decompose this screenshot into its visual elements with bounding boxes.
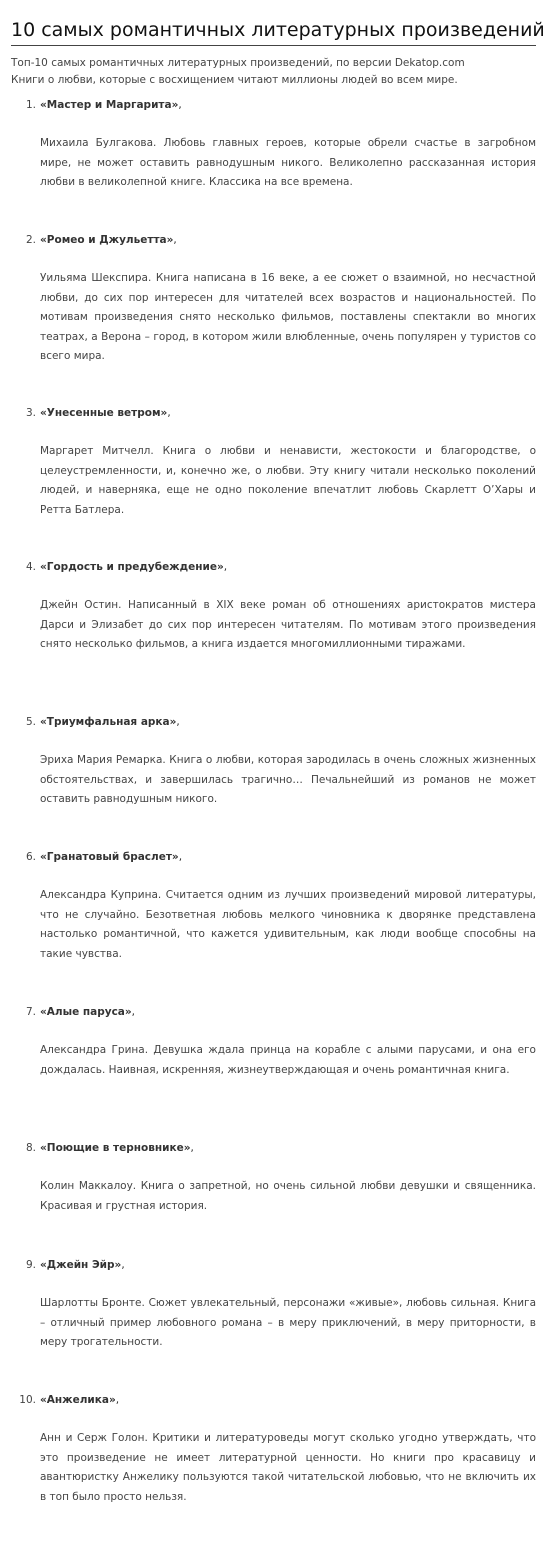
book-description: Александра Куприна. Считается одним из лучших произведений мировой литературы, что не случайно. Безответная любовь мелкого чиновника к дворянке представлена настолько романтичной, что кажется удивительным, как люди вообще способны на такие чувства. <box>40 889 536 960</box>
book-description: Михаила Булгакова. Любовь главных героев, которые обрели счастье в загробном мире, не может оставить равнодушным никого. Великолепно рассказанная история любви в великолепной книге. Классика на все времена. <box>40 137 536 188</box>
article-intro <box>11 55 536 89</box>
title-suffix: , <box>167 407 171 419</box>
book-description: Шарлотты Бронте. Сюжет увлекательный, персонажи «живые», любовь сильная. Книга – отличный пример любовного романа – в меру приключений, в меру приторности, в меру трогательности. <box>40 1297 536 1348</box>
book-title: «Джейн Эйр» <box>40 1259 122 1271</box>
book-title: «Унесенные ветром» <box>40 407 168 419</box>
list-item-number: 10. <box>19 1394 36 1406</box>
intro-line: Книги о любви, которые с восхищением читают миллионы людей во всем мире. <box>11 74 458 86</box>
title-suffix: , <box>176 716 180 728</box>
title-suffix: , <box>190 1142 194 1154</box>
book-description: Эриха Мария Ремарка. Книга о любви, которая зародилась в очень сложных жизненных обстоятельствах, и завершилась трагично… Печальнейший из романов не может оставить равнодушным никого. <box>40 754 536 805</box>
book-description: Уильяма Шекспира. Книга написана в 16 веке, а ее сюжет о взаимной, но несчастной любви, до сих пор интересен для читателей всех возрастов и национальностей. По мотивам произведения снято несколько фильмов, поставлены спектакли во многих театрах, а Верона – город, в котором жили влюбленные, очень популярен у туристов со всего мира. <box>40 272 536 362</box>
title-suffix: , <box>178 851 183 863</box>
page-title: 10 самых романтичных литературных произведений <box>11 19 545 41</box>
book-description: Колин Маккалоу. Книга о запретной, но очень сильной любви девушки и священника. Красивая и грустная история. <box>40 1180 536 1212</box>
list-item-number: 3. <box>25 407 36 419</box>
list-item-heading <box>0 558 557 576</box>
book-description: Анн и Серж Голон. Критики и литературоведы могут сколько угодно утверждать, что это произведение не имеет литературной ценности. Но книги про красавицу и авантюристку Анжелику пользуются такой читательской любовью, что не включить их в топ было просто нельзя. <box>40 1432 536 1503</box>
list-item-heading <box>0 713 557 731</box>
book-description: Джейн Остин. Написанный в XIX веке роман об отношениях аристократов мистера Дарси и Элизабет до сих пор интересен читателям. По мотивам этого произведения снято несколько фильмов, а книга издается многомиллионными тиражами. <box>40 599 536 650</box>
book-title: «Мастер и Маргарита» <box>40 99 179 111</box>
list-item-number: 1. <box>25 99 36 111</box>
book-title: «Алые паруса» <box>40 1006 132 1018</box>
title-suffix: , <box>131 1006 136 1018</box>
list-item-heading <box>0 404 557 422</box>
book-description: Маргарет Митчелл. Книга о любви и ненависти, жестокости и благородстве, о целеустремленности, и, конечно же, о любви. Эту книгу читали несколько поколений людей, и наверняка, еще не одно поколение впечатлит любовь Скарлетт О’Хары и Ретта Батлера. <box>40 445 536 516</box>
book-title: «Ромео и Джульетта» <box>40 234 174 246</box>
list-item-heading <box>0 231 557 249</box>
title-suffix: , <box>115 1394 120 1406</box>
list-item-heading <box>0 848 557 866</box>
list-item-heading <box>0 1256 557 1274</box>
book-title: «Гранатовый браслет» <box>40 851 179 863</box>
book-title: «Анжелика» <box>40 1394 116 1406</box>
list-item-number: 6. <box>25 851 36 863</box>
list-item-number: 7. <box>25 1006 36 1018</box>
list-item-heading <box>0 96 557 114</box>
book-title: «Гордость и предубеждение» <box>40 561 224 573</box>
intro-line: Топ-10 самых романтичных литературных произведений, по версии Dekatop.com <box>11 57 465 69</box>
title-suffix: , <box>223 561 228 573</box>
list-item-number: 9. <box>25 1259 36 1271</box>
book-title: «Поющие в терновнике» <box>40 1142 191 1154</box>
list-item-number: 8. <box>25 1142 36 1154</box>
title-divider <box>11 45 536 46</box>
book-title: «Триумфальная арка» <box>40 716 177 728</box>
list-item-heading <box>0 1391 557 1409</box>
title-suffix: , <box>121 1259 125 1271</box>
book-description: Александра Грина. Девушка ждала принца на корабле с алыми парусами, и она его дождалась. Наивная, искренняя, жизнеутверждающая и очень романтичная книга. <box>40 1044 536 1076</box>
list-item-number: 2. <box>25 234 36 246</box>
list-item-heading <box>0 1003 557 1021</box>
title-suffix: , <box>173 234 177 246</box>
list-item-heading <box>0 1139 557 1157</box>
list-item-number: 5. <box>25 716 36 728</box>
title-suffix: , <box>178 99 182 111</box>
list-item-number: 4. <box>25 561 36 573</box>
